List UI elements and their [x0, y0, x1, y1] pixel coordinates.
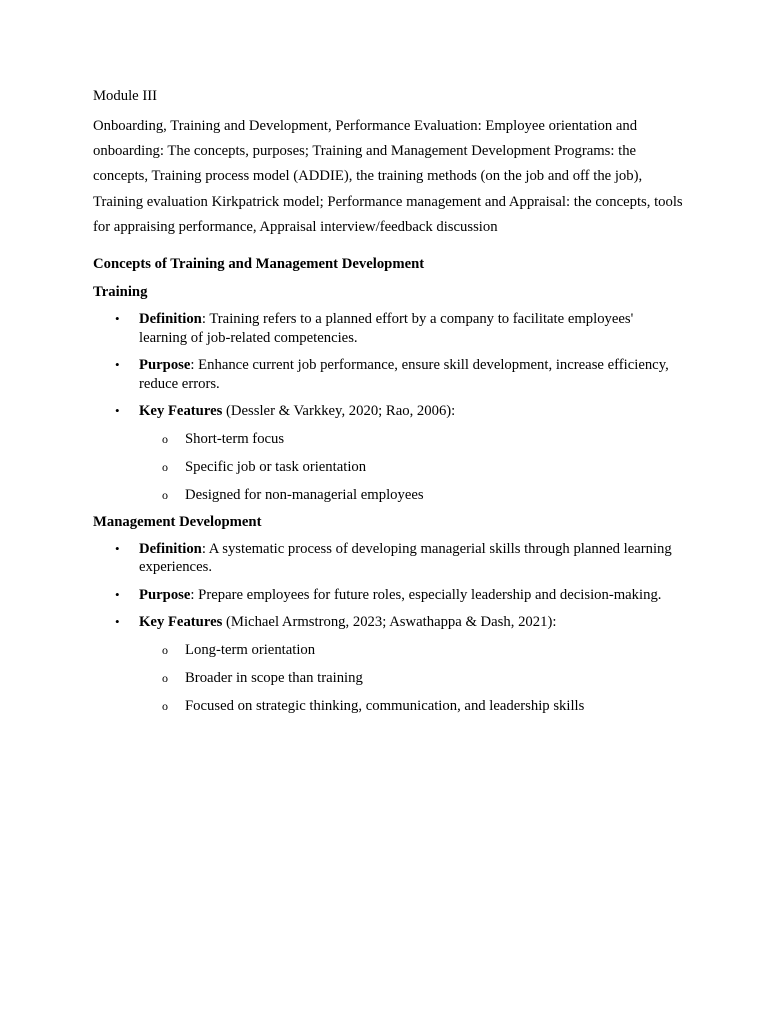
document-page — [93, 86, 683, 725]
management-definition-item — [93, 540, 683, 577]
list-item: o Focused on strategic thinking, communication, and leadership skills — [162, 697, 585, 714]
list-item: o Broader in scope than training — [162, 669, 363, 686]
purpose-label: Purpose — [139, 357, 191, 374]
training-heading: Training — [93, 284, 148, 301]
module-title: Module III — [93, 88, 158, 104]
definition-text: : Training refers to a planned effort by a company to facilitate employees' learning of job-related competencies. — [139, 311, 634, 346]
circle-bullet-icon: o — [162, 431, 168, 446]
circle-bullet-icon: o — [162, 487, 168, 502]
management-features-item — [93, 613, 683, 715]
management-list — [93, 540, 683, 716]
intro-paragraph: Onboarding, Training and Development, Performance Evaluation: Employee orientation and onboarding: The concepts, purposes; Training and Management Development Programs: the concepts, Training process model (ADDIE), the training methods (on the job and off the job), Training evaluation Kirkpatrick model; Performance management and Appraisal: the concepts, tools for appraising performance, Appraisal interview/feedback discussion — [93, 118, 683, 235]
management-heading: Management Development — [93, 513, 262, 530]
purpose-label: Purpose — [139, 586, 191, 603]
training-features-sublist — [139, 430, 683, 505]
bullet-icon: • — [115, 614, 120, 630]
circle-bullet-icon: o — [162, 698, 168, 713]
list-item: o Specific job or task orientation — [162, 458, 367, 475]
circle-bullet-icon: o — [162, 642, 168, 657]
bullet-icon: • — [115, 357, 120, 373]
bullet-icon: • — [115, 586, 120, 602]
features-text: (Dessler & Varkkey, 2020; Rao, 2006): — [222, 403, 456, 420]
list-item: o Designed for non-managerial employees — [162, 486, 424, 503]
bullet-icon: • — [115, 540, 120, 556]
features-text: (Michael Armstrong, 2023; Aswathappa & Dash, 2021): — [222, 614, 557, 631]
features-label: Key Features — [139, 614, 223, 631]
training-features-item — [93, 402, 683, 504]
bullet-icon: • — [115, 403, 120, 419]
training-definition-item — [93, 310, 683, 347]
definition-label: Definition — [139, 311, 202, 328]
management-features-sublist — [139, 641, 683, 716]
purpose-text: : Prepare employees for future roles, especially leadership and decision-making. — [190, 586, 662, 603]
management-purpose-item — [93, 586, 683, 605]
circle-bullet-icon: o — [162, 670, 168, 685]
list-item: o Long-term orientation — [162, 641, 316, 658]
circle-bullet-icon: o — [162, 459, 168, 474]
bullet-icon: • — [115, 311, 120, 327]
training-purpose-item — [93, 356, 683, 393]
definition-label: Definition — [139, 540, 202, 557]
features-label: Key Features — [139, 403, 223, 420]
section-heading: Concepts of Training and Management Development — [93, 256, 425, 273]
list-item: o Short-term focus — [162, 430, 285, 447]
training-list — [93, 310, 683, 504]
definition-text: : A systematic process of developing managerial skills through planned learning experiences. — [139, 540, 672, 576]
purpose-text: : Enhance current job performance, ensure skill development, increase efficiency, reduce errors. — [139, 357, 669, 392]
